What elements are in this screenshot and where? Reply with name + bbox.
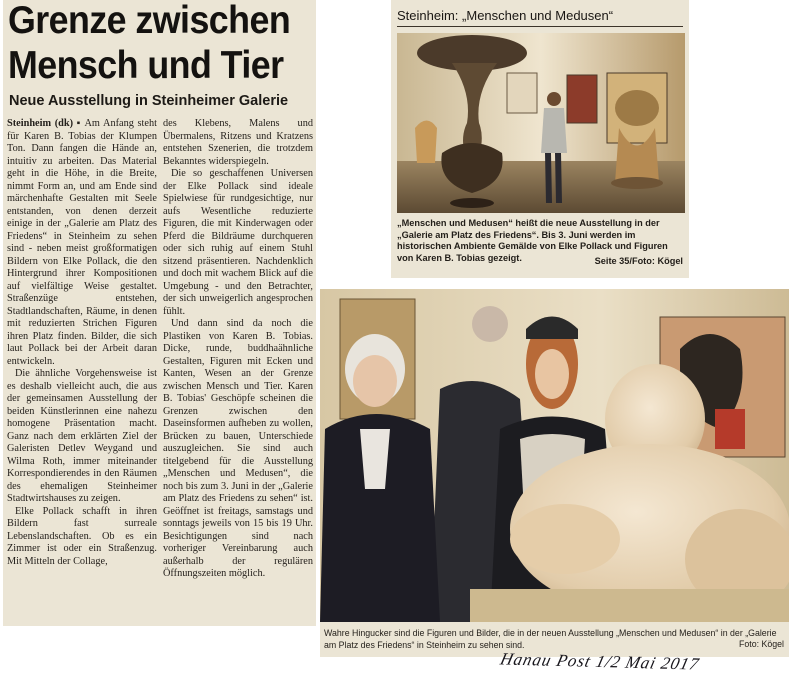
paragraph: Die so geschaffenen Universen der Elke Pollack sind ideale Spielwiese für rundgesichtige, nur aufs Wesentliche reduzierte Figuren, die mit Kinderwagen oder Pferd die Bildräume durchqueren oder sich ruhig auf einem Stuhl sitzend präsentieren. Nachdenklich und doch mit wachem Blick auf die Umgebung - und den Betrachter, der sich unweigerlich angesprochen fühlt. bbox=[163, 168, 313, 317]
article-clipping bbox=[3, 0, 316, 626]
paragraph: des Klebens, Malens und Übermalens, Ritzens und Kratzens entstehen Szenerien, die trotzdem Bekanntes widerspiegeln. bbox=[163, 118, 313, 167]
gallery-photo-sculptures bbox=[397, 33, 685, 213]
photo-box-bottom bbox=[320, 289, 789, 657]
handwritten-source-note: Hanau Post 1/2 Mai 2017 bbox=[498, 649, 702, 674]
photo-credit: Seite 35/Foto: Kögel bbox=[594, 256, 683, 266]
gallery-photo-image bbox=[320, 289, 789, 622]
paragraph: Die ähnliche Vorgehensweise ist es deshalb vielleicht auch, die aus der gemeinsamen Ausstellung der beiden Künstlerinnen eine nahezu homogene Präsentation macht. Ganz nach dem erklärten Ziel der Galeristen Detlev Weygand und Wilma Roth, immer miteinander Korrespondierendes in den Räumen des ehemaligen Steinheimer Stadtwirtshauses zu zeigen. bbox=[7, 368, 157, 504]
paragraph: Elke Pollack schafft in ihren Bildern fast surreale Lebenslandschaften. Ob es ein Zimmer ist oder ein Straßenzug. Mit Mitteln der Collage, bbox=[7, 505, 157, 567]
article-column-2 bbox=[163, 118, 313, 581]
gallery-photo-image bbox=[397, 33, 685, 213]
kicker-rule bbox=[397, 26, 683, 27]
photo-kicker: Steinheim: „Menschen und Medusen“ bbox=[397, 8, 614, 23]
photo-credit: Foto: Kögel bbox=[739, 639, 784, 649]
paragraph: Und dann sind da noch die Plastiken von Karen B. Tobias. Dicke, runde, buddhaähnliche Gestalten, Figuren mit Ecken und Kanten, Wesen an der Grenze zwischen Mensch und Tier. Karen B. Tobias' Geschöpfe scheinen die Grenzen zwischen den Daseinsformen aufheben zu wollen, Brücken zu bauen, Unterschiede auszugleichen. Sie sind auch titelgebend für die Ausstellung „Menschen und Medusen“, die noch bis zum 3. Juni in der „Galerie am Platz des Friedens zu sehen“ ist. Geöffnet ist freitags, samstags und sonntags jeweils von 15 bis 19 Uhr. Besichtigungen sind nach vorheriger Vereinbarung auch außerhalb der regulären Öffnungszeiten möglich. bbox=[163, 318, 313, 579]
dateline: Steinheim (dk) bbox=[7, 118, 74, 129]
photo-box-top bbox=[391, 0, 689, 278]
headline: Grenze zwischen Mensch und Tier bbox=[8, 0, 291, 87]
gallery-photo-visitors bbox=[320, 289, 789, 622]
paragraph: Steinheim (dk) ▪ Am Anfang steht für Karen B. Tobias der Klumpen Ton. Dann fangen die Hände an, intuitiv zu arbeiten. Das Material geht in die Höhe, in die Breite, nimmt Form an, und am Ende sind märchenhafte Gestalten mit Seele entstanden, von denen derzeit einige in der „Galerie am Platz des Friedens“ in Steinheim zu sehen sind - neben meist großformatigen Bildern von Elke Pollack, die den Hintergrund ihrer Kompositionen auf vielfältige Weise gestaltet. Straßenzüge entstehen, Stadtlandschaften, Räume, in denen mit reduzierten Strichen Figuren ihren Platz finden. Bilder, die sich laut Pollack bei der Arbeit daran entwickeln. bbox=[7, 118, 157, 367]
photo-caption: „Menschen und Medusen“ heißt die neue Ausstellung in der „Galerie am Platz des Friedens“. Bis 3. Juni werden im historischen Ambiente Gemälde von Elke Pollack und Figuren von Karen B. Tobias gezeigt. bbox=[397, 218, 668, 263]
subheadline: Neue Ausstellung in Steinheimer Galerie bbox=[9, 93, 289, 109]
photo-caption: Wahre Hingucker sind die Figuren und Bilder, die in der neuen Ausstellung „Menschen und Medusen“ in der „Galerie am Platz des Friedens“ in Steinheim zu sehen sind. bbox=[324, 628, 777, 650]
article-column-1 bbox=[7, 118, 157, 568]
